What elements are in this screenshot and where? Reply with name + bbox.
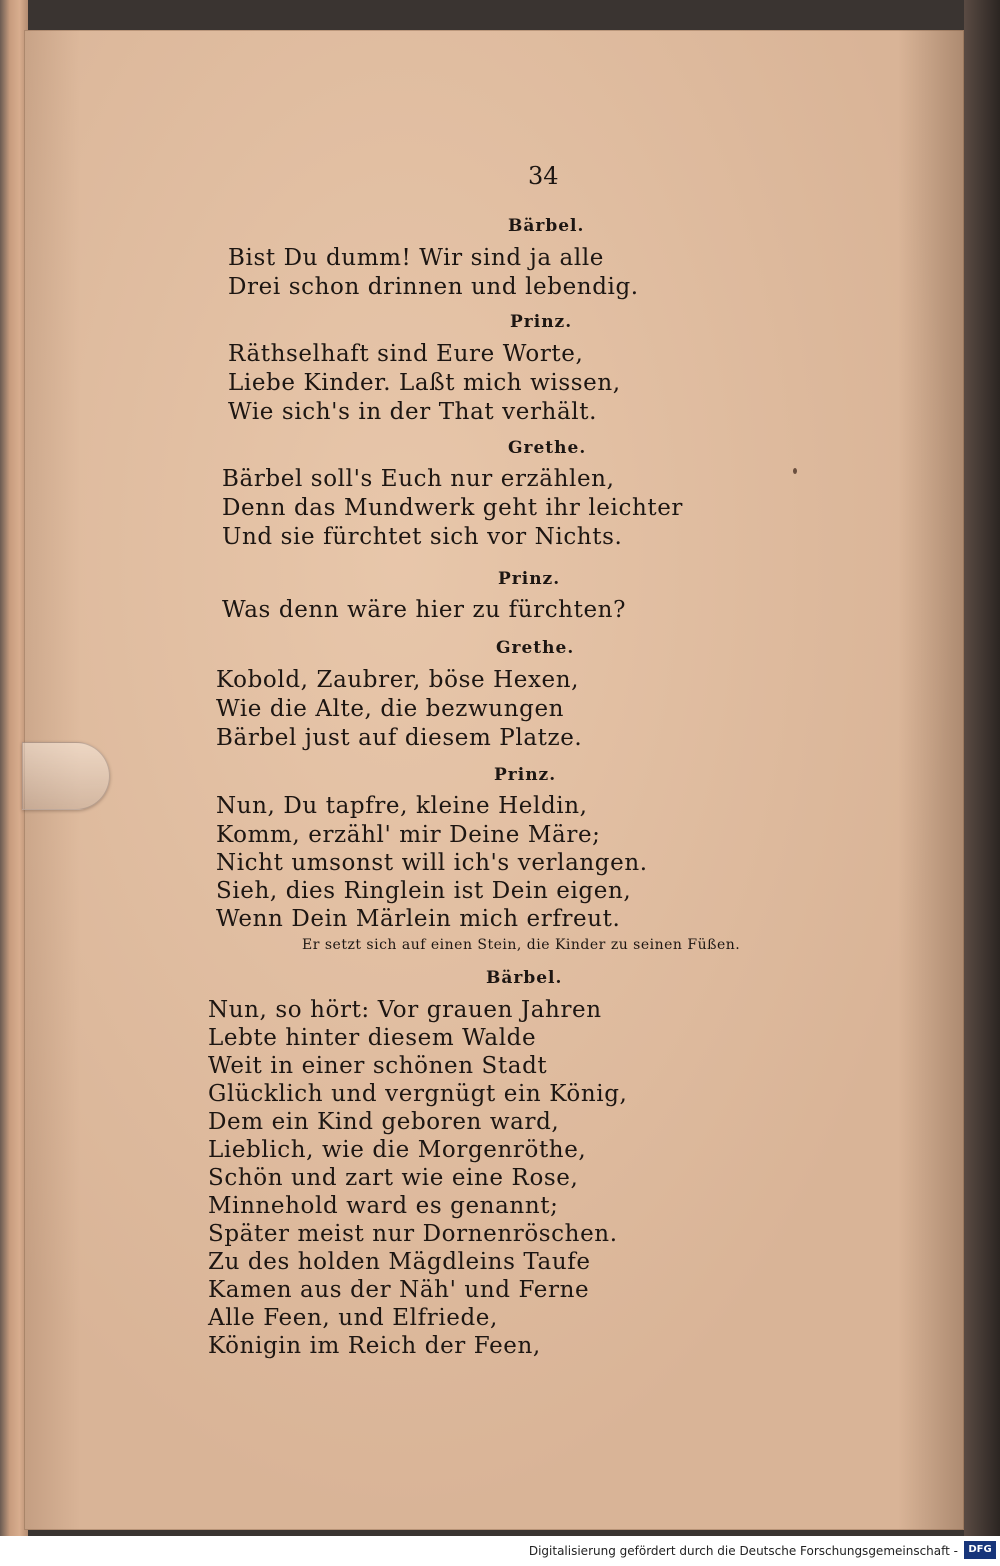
paper-speck [793, 468, 797, 474]
verse-line: Bärbel just auf diesem Platze. [216, 725, 583, 751]
verse-line: Und sie fürchtet sich vor Nichts. [222, 524, 623, 550]
verse-line: Was denn wäre hier zu fürchten? [222, 597, 626, 623]
verse-line: Denn das Mundwerk geht ihr leichter [222, 495, 684, 521]
page-clip [22, 742, 110, 810]
verse-line: Bist Du dumm! Wir sind ja alle [228, 245, 604, 271]
verse-line: Komm, erzähl' mir Deine Märe; [216, 822, 601, 848]
verse-line: Lieblich, wie die Morgenröthe, [208, 1137, 587, 1163]
verse-line: Minnehold ward es genannt; [208, 1193, 559, 1219]
speaker-name: Bärbel. [508, 216, 585, 236]
verse-line: Alle Feen, und Elfriede, [208, 1305, 498, 1331]
speaker-name: Prinz. [498, 569, 561, 589]
speaker-name: Bärbel. [486, 968, 563, 988]
verse-line: Glücklich und vergnügt ein König, [208, 1081, 628, 1107]
verse-line: Nicht umsonst will ich's verlangen. [216, 850, 648, 876]
speaker-name: Prinz. [494, 765, 557, 785]
verse-line: Schön und zart wie eine Rose, [208, 1165, 579, 1191]
verse-line: Drei schon drinnen und lebendig. [228, 274, 639, 300]
verse-line: Bärbel soll's Euch nur erzählen, [222, 466, 615, 492]
verse-line: Sieh, dies Ringlein ist Dein eigen, [216, 878, 632, 904]
verse-line: Zu des holden Mägdleins Taufe [208, 1249, 591, 1275]
dfg-logo: DFG [964, 1541, 996, 1559]
verse-line: Königin im Reich der Feen, [208, 1333, 541, 1359]
verse-line: Kobold, Zaubrer, böse Hexen, [216, 667, 580, 693]
verse-line: Liebe Kinder. Laßt mich wissen, [228, 370, 621, 396]
verse-line: Wenn Dein Märlein mich erfreut. [216, 906, 621, 932]
speaker-name: Grethe. [496, 638, 575, 658]
funding-credit: Digitalisierung gefördert durch die Deutsche Forschungsgemeinschaft - [528, 1544, 958, 1558]
verse-line: Später meist nur Dornenröschen. [208, 1221, 618, 1247]
verse-line: Räthselhaft sind Eure Worte, [228, 341, 584, 367]
verse-line: Nun, so hört: Vor grauen Jahren [208, 997, 602, 1023]
stage-direction: Er setzt sich auf einen Stein, die Kinder zu seinen Füßen. [302, 937, 741, 953]
verse-line: Wie sich's in der That verhält. [228, 399, 597, 425]
speaker-name: Prinz. [510, 312, 573, 332]
footer-bar [0, 1536, 1000, 1566]
verse-line: Wie die Alte, die bezwungen [216, 696, 565, 722]
verse-line: Weit in einer schönen Stadt [208, 1053, 548, 1079]
verse-line: Kamen aus der Näh' und Ferne [208, 1277, 590, 1303]
verse-line: Nun, Du tapfre, kleine Heldin, [216, 793, 588, 819]
speaker-name: Grethe. [508, 438, 587, 458]
page-number: 34 [528, 162, 559, 190]
verse-line: Dem ein Kind geboren ward, [208, 1109, 560, 1135]
verse-line: Lebte hinter diesem Walde [208, 1025, 537, 1051]
book-spine-shadow [964, 0, 1000, 1566]
